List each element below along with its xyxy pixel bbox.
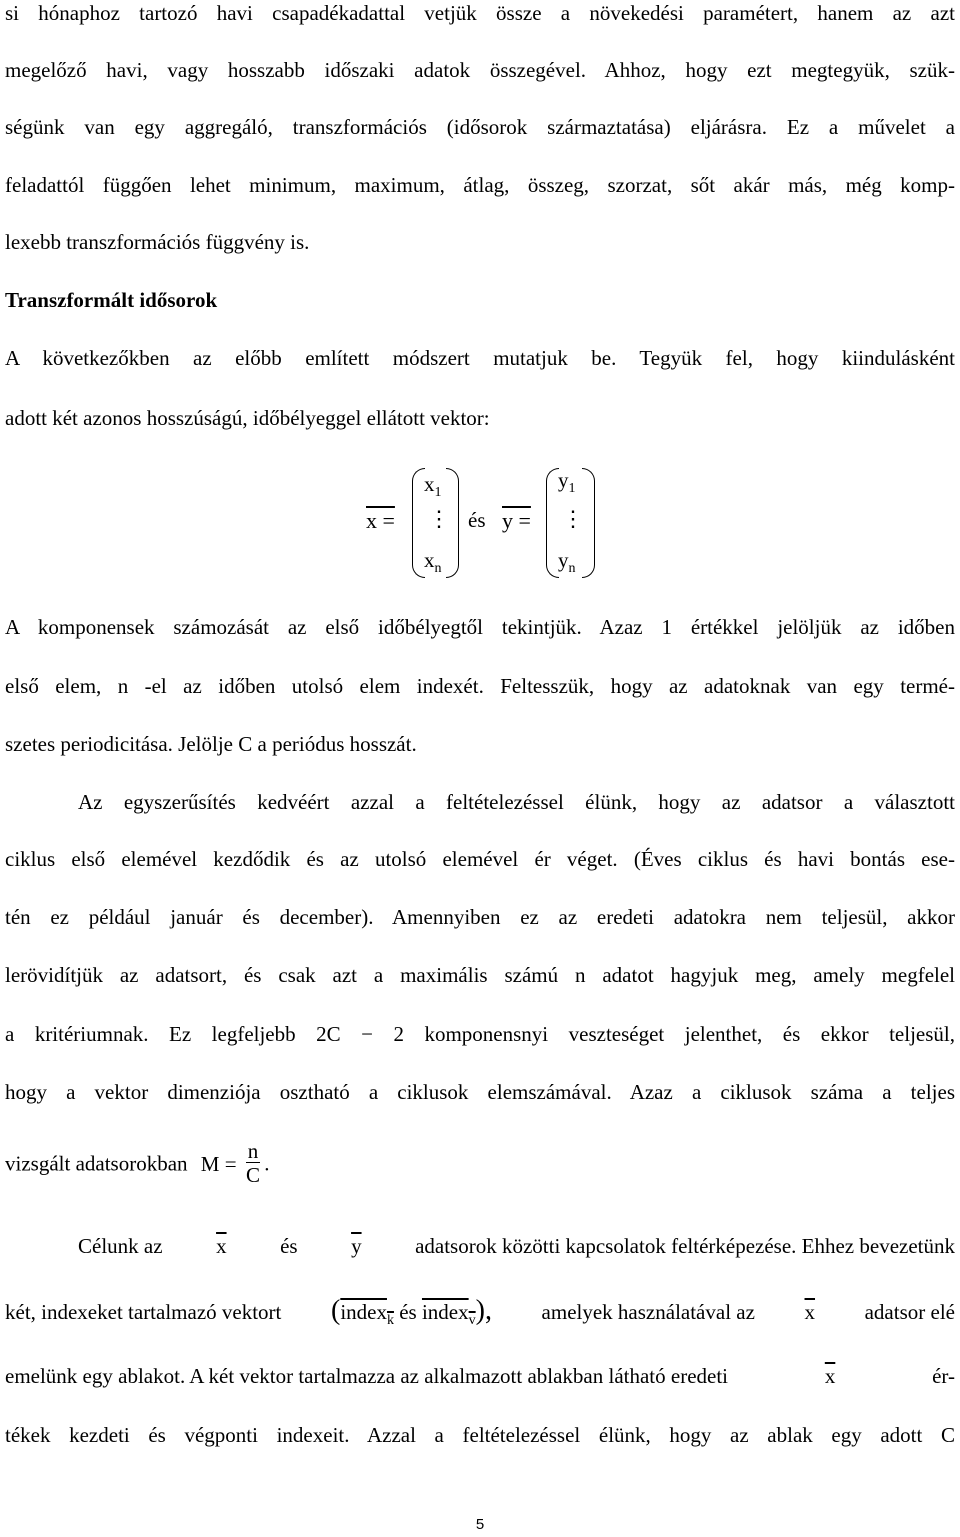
p5-l2-c: adatsor elé [864,1300,955,1324]
fraction-numerator: n [247,1139,259,1163]
index-v-text: index [421,1300,469,1324]
x-vector-inline: $\overline{x}$ [216,1234,227,1258]
paragraph-4-line-4: lerövidítjük az adatsort, és csak azt a maximális számú n adatot hagyjuk meg, amely megfelel [5,963,955,987]
x-last-component [424,548,442,577]
x-vertical-dots: ⋮ [428,506,450,531]
p5-l2-a: két, indexeket tartalmazó vektort [5,1300,282,1324]
y-vector-inline: $\overline{y}$ [351,1234,362,1258]
index-v-label [421,1300,476,1328]
index-k-label [340,1300,394,1328]
x-last-subscript: n [434,561,442,576]
paragraph-2-line-1: A következőkben az előbb említett módszert mutatjuk be. Tegyük fel, hogy kiindulásként [5,346,955,370]
open-paren: ( [330,1295,341,1326]
paragraph-3-line-1: A komponensek számozását az első időbélyegtől tekintjük. Azaz 1 értékkel jelöljük az időben [5,615,955,639]
x-vector-label [366,508,395,534]
paragraph-5-line-3 [5,1363,955,1389]
p5-l3-b: ér- [932,1364,955,1388]
m-equation: M = [200,1151,237,1176]
and-text: és [468,508,486,532]
paragraph-5-line-2 [5,1295,955,1334]
paragraph-4-line-1: Az egyszerűsítés kedvéért azzal a feltételezéssel élünk, hogy az adatsor a választott [78,790,955,814]
p5-l1-a: Célunk az [78,1234,163,1258]
y-first-component [558,468,576,497]
paragraph-1-line-1: si hónaphoz tartozó havi csapadékadattal vetjük össze a növekedési paramétert, hanem az azt [5,1,955,25]
p5-l1-c: adatsorok közötti kapcsolatok feltérképezése. Ehhez bevezetünk [415,1234,955,1258]
paragraph-4-line-6: hogy a vektor dimenziója osztható a ciklusok elemszámával. Azaz a ciklusok száma a teljes [5,1080,955,1104]
index-and-text: és [399,1300,417,1324]
vector-definitions [360,462,600,582]
index-k-text: index [340,1300,387,1324]
n-over-c-fraction [246,1140,261,1187]
paragraph-1-line-5: lexebb transzformációs függvény is. [5,230,310,254]
x-first-letter: x [424,472,435,496]
fraction-denominator: C [246,1163,261,1187]
y-vector-symbol: y = [502,508,531,533]
paragraph-1-line-3: ségünk van egy aggregáló, transzformációs (idősorok származtatása) eljárásra. Ez a művelet a [5,115,955,139]
y-last-component [558,548,576,577]
page-number: 5 [475,1516,485,1533]
paragraph-4-line-5: a kritériumnak. Ez legfeljebb 2C − 2 komponensnyi veszteséget jelenthet, és ekkor teljesül, [5,1022,955,1046]
y-last-letter: y [558,548,569,572]
x-right-paren [446,468,459,578]
index-k-subscript: k [386,1313,394,1328]
y-vertical-dots: ⋮ [562,506,584,531]
y-last-subscript: n [568,561,576,576]
x-first-subscript: 1 [434,485,442,500]
x-vector-inline-3: $\overline{x}$ [824,1364,836,1388]
index-v-subscript: v [468,1313,476,1328]
paragraph-3-line-3: szetes periodicitása. Jelölje C a periódus hosszát. [5,732,417,756]
p5-l1-b: és [280,1234,298,1258]
paragraph-1-line-2: megelőző havi, vagy hosszabb időszaki adatok összegével. Ahhoz, hogy ezt megtegyük, szük- [5,58,955,82]
y-first-subscript: 1 [568,481,576,496]
paragraph-5-line-4: tékek kezdeti és végponti indexeit. Azzal a feltételezéssel élünk, hogy az ablak egy adott C [5,1423,955,1447]
paragraph-4-line-7 [5,1140,955,1200]
section-heading: Transzformált idősorok [5,288,218,312]
paragraph-5-line-1 [78,1233,955,1259]
p5-l3-a: emelünk egy ablakot. A két vektor tartalmazza az alkalmazott ablakban látható eredeti [5,1364,729,1388]
paragraph-4-line-3: tén ez például január és december). Amennyiben ez az eredeti adatokra nem teljesül, akkor [5,905,955,929]
x-first-component [424,472,442,501]
x-vector-symbol: x = [366,508,395,533]
close-paren: ), [475,1295,492,1326]
y-right-paren [582,468,595,578]
p5-l2-b: amelyek használatával az [541,1300,755,1324]
paragraph-1-line-4: feladattól függően lehet minimum, maximum, átlag, összeg, szorzat, sőt akár más, még komp- [5,173,955,197]
y-first-letter: y [558,468,569,492]
x-vector-inline-2: $\overline{x}$ [804,1300,816,1324]
p4-last-suffix: . [264,1151,270,1176]
y-vector-label [502,508,531,534]
paragraph-2-line-2: adott két azonos hosszúságú, időbélyeggel ellátott vektor: [5,406,490,430]
x-last-letter: x [424,548,435,572]
p4-last-prefix: vizsgált adatsorokban [5,1151,188,1176]
paragraph-4-line-2: ciklus első elemével kezdődik és az utolsó elemével ér véget. (Éves ciklus és havi bontás ese- [5,847,955,871]
paragraph-3-line-2: első elem, n -el az időben utolsó elem indexét. Feltesszük, hogy az adatoknak van egy termé- [5,674,955,698]
index-vector-pair [330,1295,492,1334]
